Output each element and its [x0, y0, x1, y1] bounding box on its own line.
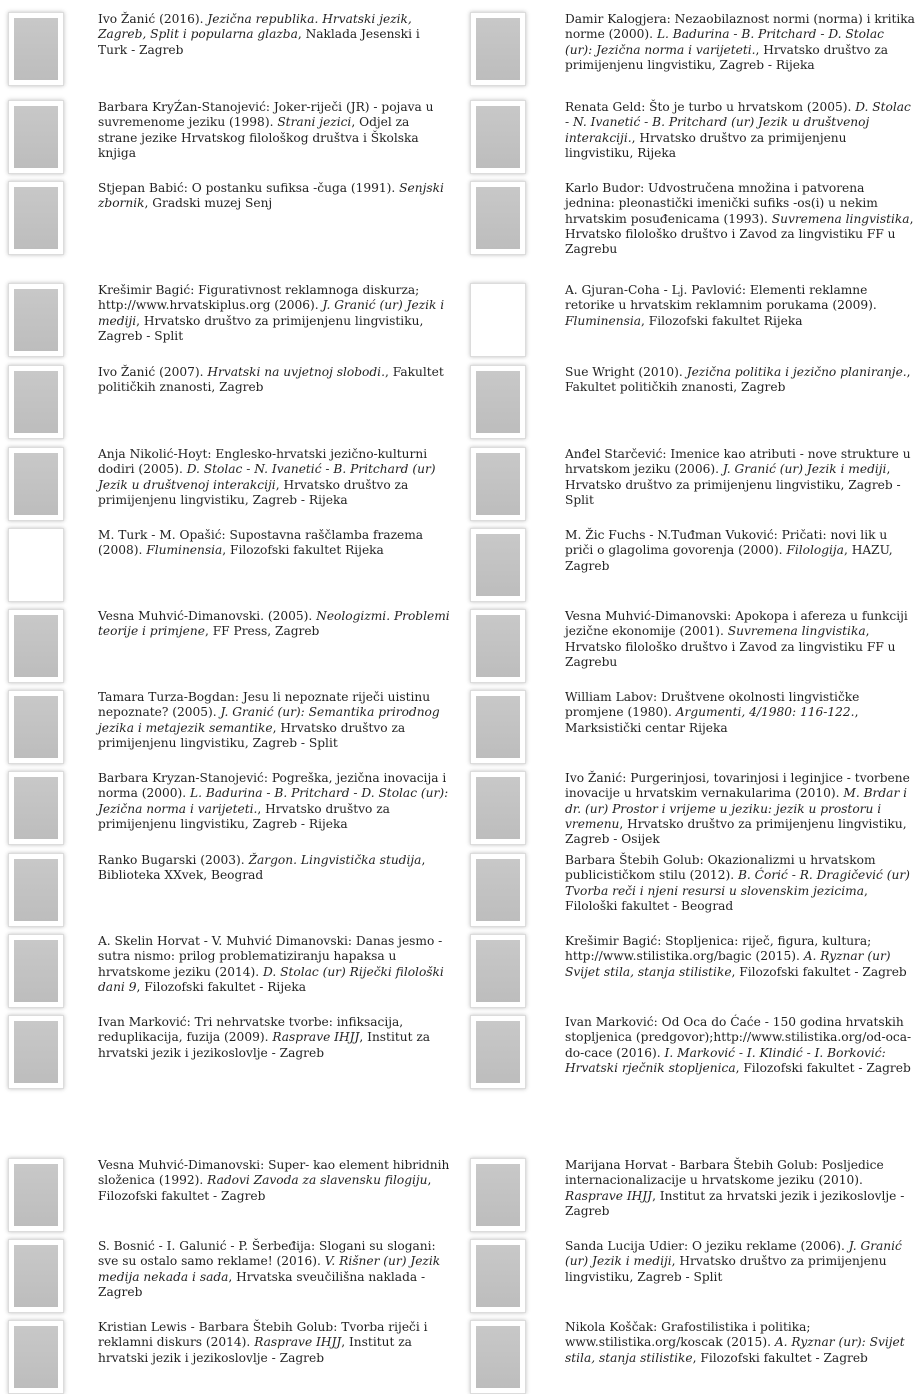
citation-source-italic: I. Marković - I. Klindić - I. Borković: Hrvatski rječnik stopljenica: [565, 1045, 886, 1075]
citation-text: S. Bosnić - I. Galunić - P. Šerbeđija: Slogani su slogani: sve su ostalo samo reklame! (2016).: [98, 1239, 436, 1269]
reference-citation: [565, 771, 915, 847]
citation-text: , Filozofski fakultet Rijeka: [641, 313, 803, 328]
document-thumbnail[interactable]: [8, 771, 64, 845]
reference-citation: [565, 100, 915, 161]
reference-citation: [565, 1015, 915, 1076]
citation-text: Ivo Žanić (2007).: [98, 365, 208, 379]
citation-text: Barbara KryŹan-Stanojević: Joker-riječi (JR) - pojava u suvremenome jeziku (1998).: [98, 100, 434, 130]
citation-text: , Odjel za strane jezike Hrvatskog filološkog društva i Školska knjiga: [98, 115, 419, 160]
citation-text: M. Žic Fuchs - N.Tuđman Vuković: Pričati: novi lik u priči o glagolima govorenja (2000).: [565, 528, 888, 558]
document-thumbnail[interactable]: [470, 1015, 526, 1089]
citation-source-italic: Radovi Zavoda za slavensku filogiju: [207, 1173, 428, 1188]
reference-citation: [565, 365, 915, 396]
document-thumbnail[interactable]: [8, 447, 64, 521]
citation-text: Anja Nikolić-Hoyt: Englesko-hrvatski jezično-kulturni dodiri (2005).: [98, 447, 428, 477]
citation-text: , Gradski muzej Senj: [144, 196, 273, 211]
citation-text: Anđel Starčević: Imenice kao atributi - nove strukture u hrvatskom jeziku (2006).: [565, 447, 911, 477]
right-column: [462, 0, 914, 1392]
citation-text: , Filološki fakultet - Beograd: [565, 883, 868, 913]
reference-citation: [98, 690, 450, 751]
reference-citation: [98, 283, 450, 344]
reference-citation: [565, 1158, 915, 1219]
citation-source-italic: Rasprave IHJJ: [254, 1335, 342, 1350]
citation-text: Sanda Lucija Udier: O jeziku reklame (2006).: [565, 1239, 849, 1253]
citation-text: , Hrvatsko društvo za primijenjenu lingvistiku, Zagreb - Rijeka: [565, 42, 889, 72]
citation-source-italic: Žargon. Lingvistička studija: [248, 853, 422, 867]
citation-source-italic: Filologija: [786, 543, 844, 558]
reference-citation: [98, 1158, 450, 1204]
citation-source-italic: Jezična politika i jezično planiranje.: [686, 365, 907, 379]
citation-text: Vesna Muhvić-Dimanovski. (2005).: [98, 609, 317, 623]
document-thumbnail[interactable]: [8, 1239, 64, 1313]
citation-source-italic: Neologizmi. Problemi teorije i primjene: [98, 609, 450, 639]
citation-text: , Hrvatsko društvo za primijenjenu lingvistiku, Rijeka: [565, 130, 847, 160]
citation-text: , Institut za hrvatski jezik i jezikoslovlje - Zagreb: [98, 1030, 431, 1060]
document-thumbnail[interactable]: [470, 1239, 526, 1313]
left-column: [0, 0, 452, 1392]
citation-text: , Hrvatsko društvo za primijenjenu lingvistiku, Zagreb - Split: [565, 462, 901, 507]
citation-source-italic: V. Rišner (ur) Jezik medija nekada i sada: [98, 1254, 441, 1284]
citation-source-italic: M. Brdar i dr. (ur) Prostor i vrijeme u jeziku: jezik u prostoru i vremenu: [565, 786, 908, 831]
citation-text: Ivan Marković: Tri nehrvatske tvorbe: infiksacija, reduplikacija, fuzija (2009).: [98, 1015, 404, 1045]
citation-source-italic: D. Stolac - N. Ivanetić - B. Pritchard (ur) Jezik u društvenoj interakciji: [98, 462, 436, 492]
citation-source-italic: J. Granić (ur) Jezik i mediji: [98, 298, 445, 328]
citation-text: , Filozofski fakultet - Rijeka: [136, 979, 306, 994]
document-thumbnail[interactable]: [8, 1320, 64, 1394]
reference-citation: [565, 283, 915, 329]
citation-text: , Institut za hrvatski jezik i jezikoslovlje - Zagreb: [98, 1335, 412, 1365]
document-thumbnail[interactable]: [8, 12, 64, 86]
document-thumbnail[interactable]: [470, 447, 526, 521]
reference-citation: [98, 100, 450, 161]
citation-text: , Fakultet političkih znanosti, Zagreb: [98, 365, 444, 395]
citation-text: Sue Wright (2010).: [565, 365, 687, 379]
citation-text: , Hrvatsko društvo za primijenjenu lingvistiku, Zagreb - Split: [98, 313, 424, 343]
citation-text: Damir Kalogjera: Nezaobilaznost normi (norma) i kritika norme (2000).: [565, 12, 915, 42]
citation-source-italic: Senjski zbornik: [98, 181, 444, 211]
citation-source-italic: L. Badurina - B. Pritchard - D. Stolac (ur): Jezična norma i varijeteti.: [98, 786, 449, 816]
reference-citation: [98, 181, 450, 212]
document-thumbnail[interactable]: [470, 100, 526, 174]
citation-source-italic: Fluminensia: [146, 543, 223, 558]
citation-text: Kristian Lewis - Barbara Štebih Golub: Tvorba riječi i reklamni diskurs (2014).: [98, 1320, 428, 1350]
document-thumbnail[interactable]: [8, 181, 64, 255]
citation-text: , Hrvatsko filološko društvo i Zavod za lingvistiku FF u Zagrebu: [565, 624, 896, 669]
reference-citation: [98, 1239, 450, 1300]
document-thumbnail[interactable]: [470, 1320, 526, 1394]
citation-text: , Hrvatska sveučilišna naklada - Zagreb: [98, 1269, 426, 1299]
document-thumbnail[interactable]: [470, 528, 526, 602]
citation-text: Ivo Žanić (2016).: [98, 12, 208, 26]
citation-text: Ivan Marković: Od Oca do Ćaće - 150 godina hrvatskih stopljenica (predgovor);http://www.stilistika.org/od-oca-do-cace (2016).: [565, 1015, 912, 1060]
citation-text: Tamara Turza-Bogdan: Jesu li nepoznate riječi uistinu nepoznate? (2005).: [98, 690, 431, 720]
reference-citation: [98, 1015, 450, 1061]
reference-citation: [98, 771, 450, 832]
document-thumbnail[interactable]: [470, 283, 526, 357]
document-thumbnail[interactable]: [8, 1158, 64, 1232]
citation-source-italic: Hrvatski na uvjetnoj slobodi.: [207, 365, 385, 379]
reference-citation: [98, 1320, 450, 1366]
citation-text: , HAZU, Zagreb: [565, 543, 893, 573]
citation-text: William Labov: Društvene okolnosti lingvističke promjene (1980).: [565, 690, 860, 720]
document-thumbnail[interactable]: [470, 934, 526, 1008]
reference-citation: [98, 934, 450, 995]
document-thumbnail[interactable]: [470, 1158, 526, 1232]
citation-text: Ivo Žanić: Purgerinjosi, tovarinjosi i leginjice - tvorbene inovacije u hrvatskim vernakularima (2010).: [565, 771, 910, 801]
citation-source-italic: Suvremena lingvistika: [727, 624, 866, 639]
document-thumbnail[interactable]: [8, 528, 64, 602]
citation-text: , Hrvatsko društvo za primijenjenu lingvistiku, Zagreb - Rijeka: [98, 801, 390, 831]
document-thumbnail[interactable]: [8, 934, 64, 1008]
reference-citation: [565, 1320, 915, 1366]
reference-citation: [565, 12, 915, 73]
reference-citation: [98, 609, 450, 640]
citation-text: , Biblioteka XXvek, Beograd: [98, 853, 426, 883]
reference-citation: [98, 12, 450, 58]
citation-text: , FF Press, Zagreb: [204, 624, 320, 639]
citation-source-italic: Fluminensia: [565, 313, 641, 328]
citation-text: , Filozofski fakultet - Zagreb: [692, 1350, 868, 1365]
document-thumbnail[interactable]: [8, 690, 64, 764]
citation-text: M. Turk - M. Opašić: Supostavna raščlamba frazema (2008).: [98, 528, 424, 558]
reference-citation: [98, 528, 450, 559]
citation-text: , Filozofski fakultet - Zagreb: [98, 1173, 432, 1203]
citation-text: , Naklada Jesenski i Turk - Zagreb: [98, 27, 420, 57]
citation-source-italic: Jezična republika. Hrvatski jezik, Zagreb, Split i popularna glazba: [98, 12, 412, 42]
citation-text: , Hrvatsko društvo za primijenjenu lingvistiku, Zagreb - Rijeka: [98, 477, 409, 507]
citation-text: , Filozofski fakultet Rijeka: [222, 543, 384, 558]
reference-citation: [565, 1239, 915, 1285]
document-thumbnail[interactable]: [8, 609, 64, 683]
citation-source-italic: L. Badurina - B. Pritchard - D. Stolac (ur): Jezična norma i varijeteti.: [565, 27, 884, 57]
document-thumbnail[interactable]: [470, 690, 526, 764]
citation-text: , Filozofski fakultet - Zagreb: [731, 964, 907, 979]
citation-text: Barbara Štebih Golub: Okazionalizmi u hrvatskom publicističkom stilu (2012).: [565, 853, 876, 883]
citation-text: , Hrvatsko filološko društvo i Zavod za lingvistiku FF u Zagrebu: [565, 211, 914, 257]
citation-text: , Filozofski fakultet - Zagreb: [735, 1060, 911, 1075]
citation-text: , Fakultet političkih znanosti, Zagreb: [565, 365, 911, 395]
document-thumbnail[interactable]: [470, 181, 526, 255]
citation-text: Renata Geld: Što je turbo u hrvatskom (2005).: [565, 100, 856, 114]
citation-text: Vesna Muhvić-Dimanovski: Super- kao element hibridnih složenica (1992).: [98, 1158, 450, 1188]
reference-citation: [98, 853, 450, 884]
citation-text: A. Gjuran-Coha - Lj. Pavlović: Elementi reklamne retorike u hrvatskim reklamnim porukama (2009).: [565, 283, 877, 313]
reference-citation: [565, 528, 915, 574]
citation-text: , Marksistički centar Rijeka: [565, 705, 859, 735]
document-thumbnail[interactable]: [470, 771, 526, 845]
citation-text: A. Skelin Horvat - V. Muhvić Dimanovski: Danas jesmo - sutra nismo: prilog problematiziranju hapaksa u hrvatskome jeziku (2014).: [98, 934, 443, 979]
document-thumbnail[interactable]: [8, 283, 64, 357]
citation-text: Krešimir Bagić: Stopljenica: riječ, figura, kultura; http://www.stilistika.org/bagic (2015).: [565, 934, 872, 964]
document-thumbnail[interactable]: [8, 1015, 64, 1089]
citation-source-italic: Argumenti, 4/1980: 116-122.: [675, 705, 855, 720]
reference-citation: [565, 853, 915, 914]
citation-source-italic: J. Granić (ur) Jezik i mediji: [722, 462, 887, 477]
reference-citation: [98, 447, 450, 508]
document-thumbnail[interactable]: [8, 365, 64, 439]
citation-text: , Hrvatsko društvo za primijenjenu lingvistiku, Zagreb - Osijek: [565, 816, 907, 847]
document-thumbnail[interactable]: [470, 609, 526, 683]
citation-text: Ranko Bugarski (2003).: [98, 853, 249, 867]
reference-citation: [565, 690, 915, 736]
citation-text: , Hrvatsko društvo za primijenjenu lingvistiku, Zagreb - Split: [565, 1254, 887, 1284]
citation-source-italic: Rasprave IHJJ: [272, 1030, 360, 1045]
citation-source-italic: D. Stolac (ur) Riječki filološki dani 9: [98, 964, 444, 994]
reference-citation: [565, 181, 915, 257]
citation-source-italic: Suvremena lingvistika: [771, 211, 910, 226]
citation-text: Karlo Budor: Udvostručena množina i patvorena jednina: pleonastički imenički sufiks -os(i) u nekim hrvatskim posuđenicama (1993).: [565, 181, 878, 226]
citation-text: Krešimir Bagić: Figurativnost reklamnoga diskurza; http://www.hrvatskiplus.org (2006).: [98, 283, 420, 313]
citation-text: Marijana Horvat - Barbara Štebih Golub: Posljedice internacionalizacije u hrvatskome jeziku (2010).: [565, 1158, 884, 1188]
reference-citation: [565, 934, 915, 980]
citation-source-italic: Rasprave IHJJ: [565, 1188, 653, 1203]
citation-source-italic: A. Ryznar (ur): Svijet stila, stanja stilistike: [565, 1335, 905, 1365]
citation-text: Vesna Muhvić-Dimanovski: Apokopa i afereza u funkciji jezične ekonomije (2001).: [565, 609, 908, 639]
citation-source-italic: A. Ryznar (ur) Svijet stila, stanja stilistike: [565, 949, 891, 979]
citation-text: , Institut za hrvatski jezik i jezikoslovlje - Zagreb: [565, 1188, 905, 1218]
reference-citation: [98, 365, 450, 396]
document-thumbnail[interactable]: [470, 12, 526, 86]
document-thumbnail[interactable]: [8, 100, 64, 174]
citation-source-italic: J. Granić (ur): Semantika prirodnog jezika i metajezik semantike: [98, 705, 440, 735]
citation-text: Stjepan Babić: O postanku sufiksa -čuga (1991).: [98, 181, 400, 195]
citation-source-italic: D. Stolac - N. Ivanetić - B. Pritchard (ur) Jezik u društvenoj interakciji.: [565, 100, 911, 145]
reference-citation: [565, 609, 915, 670]
citation-source-italic: J. Granić (ur) Jezik i mediji: [565, 1239, 902, 1269]
reference-citation: [565, 447, 915, 508]
citation-source-italic: B. Ćorić - R. Dragičević (ur) Tvorba reči i njeni resursi u slovenskim jezicima: [565, 868, 910, 898]
citation-text: Barbara Kryzan-Stanojević: Pogreška, jezična inovacija i norma (2000).: [98, 771, 447, 801]
document-thumbnail[interactable]: [470, 853, 526, 927]
citation-text: , Hrvatsko društvo za primijenjenu lingvistiku, Zagreb - Split: [98, 720, 406, 750]
document-thumbnail[interactable]: [8, 853, 64, 927]
document-thumbnail[interactable]: [470, 365, 526, 439]
citation-source-italic: Strani jezici: [277, 115, 352, 130]
citation-text: Nikola Koščak: Grafostilistika i politika; www.stilistika.org/koscak (2015).: [565, 1320, 811, 1350]
